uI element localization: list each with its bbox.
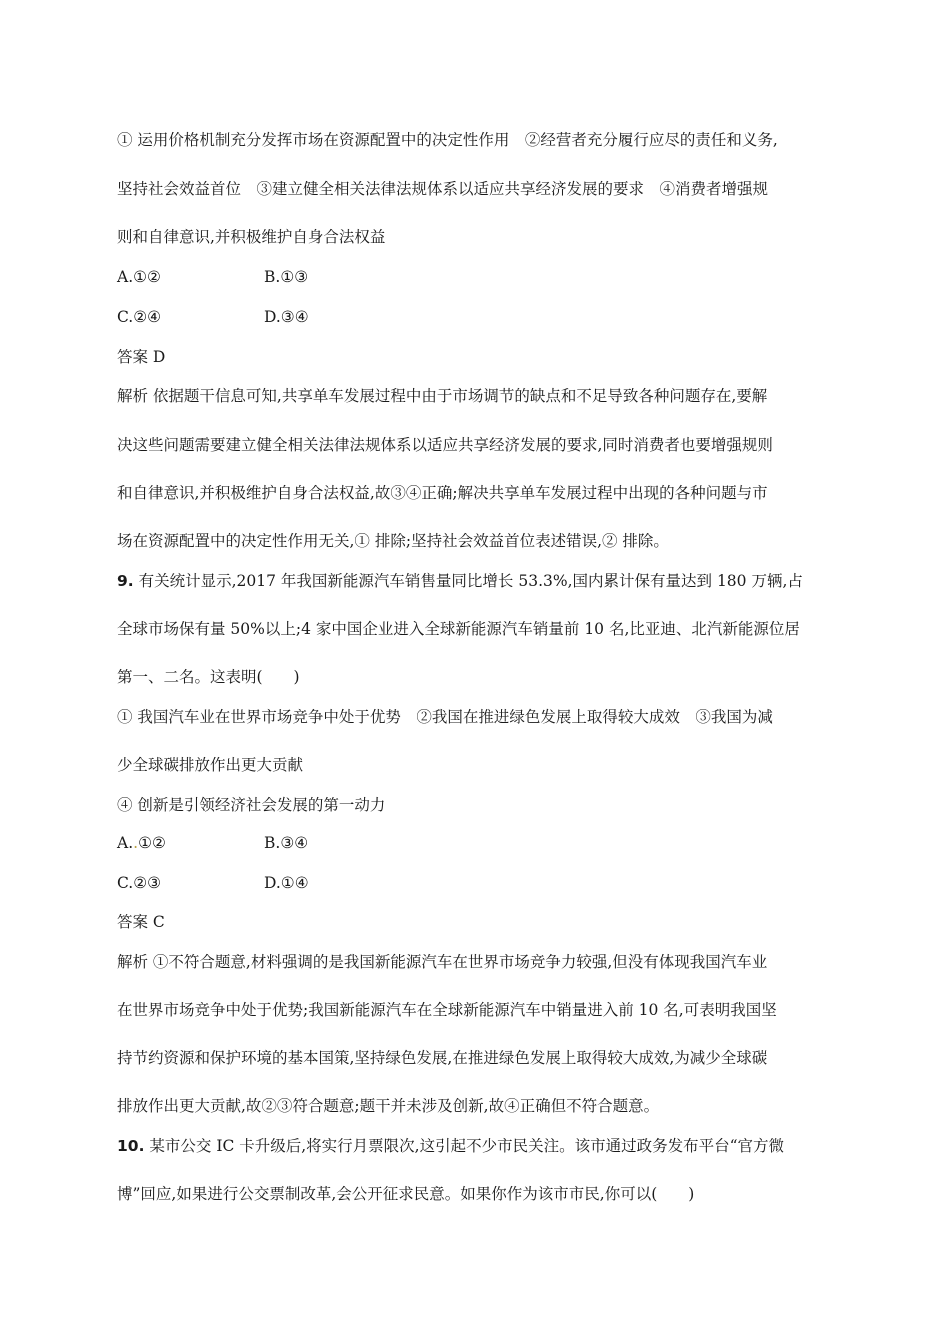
q9-option-c: C.②③ (117, 874, 162, 892)
q8-option-d: D.③④ (264, 308, 309, 326)
q9-choice-line-2: 少全球碳排放作出更大贡献 (117, 756, 304, 774)
q10-stem-line-2: 博”回应,如果进行公交票制改革,会公开征求民意。如果你作为该市市民,你可以( ) (117, 1185, 695, 1203)
q9-stem-line-2: 全球市场保有量 50%以上;4 家中国企业进入全球新能源汽车销量前 10 名,比亚迪、北汽新能源位居 (117, 620, 800, 638)
q8-analysis-line-4: 场在资源配置中的决定性作用无关,① 排除;坚持社会效益首位表述错误,② 排除。 (117, 532, 669, 550)
q9-analysis-line-1: 解析 ①不符合题意,材料强调的是我国新能源汽车在世界市场竞争力较强,但没有体现我国汽车业 (117, 953, 768, 971)
q8-option-a: A.①② (117, 268, 161, 286)
q8-choice-line-3: 则和自律意识,并积极维护自身合法权益 (117, 228, 386, 246)
q9-stem-line-1 (117, 570, 842, 592)
q10-stem-line-1 (117, 1135, 842, 1157)
q8-choice-line-2: 坚持社会效益首位 ③建立健全相关法律法规体系以适应共享经济发展的要求 ④消费者增强规 (117, 180, 769, 198)
q9-option-d: D.①④ (264, 874, 309, 892)
q8-option-c: C.②④ (117, 308, 162, 326)
q9-option-a-text: ①② (138, 834, 166, 852)
q8-analysis-line-3: 和自律意识,并积极维护自身合法权益,故③④正确;解决共享单车发展过程中出现的各种问题与市 (117, 484, 768, 502)
q9-analysis-line-3: 持节约资源和保护环境的基本国策,坚持绿色发展,在推进绿色发展上取得较大成效,为减少全球碳 (117, 1049, 768, 1067)
q9-answer: 答案 C (117, 913, 165, 931)
q9-number: 9. (117, 572, 134, 590)
q8-option-b: B.①③ (264, 268, 309, 286)
q9-option-a-mark: . (133, 834, 139, 852)
q9-choice-line-3: ④ 创新是引领经济社会发展的第一动力 (117, 796, 386, 814)
q9-option-b: B.③④ (264, 834, 309, 852)
q9-analysis-line-2: 在世界市场竞争中处于优势;我国新能源汽车在全球新能源汽车中销量进入前 10 名,可表明我国坚 (117, 1001, 777, 1019)
q10-number: 10. (117, 1137, 145, 1155)
q9-stem-line-3: 第一、二名。这表明( ) (117, 668, 300, 686)
q9-option-a-prefix: A. (117, 834, 134, 852)
q8-choice-line-1: ① 运用价格机制充分发挥市场在资源配置中的决定性作用 ②经营者充分履行应尽的责任和义务, (117, 131, 778, 149)
q10-stem-text: 某市公交 IC 卡升级后,将实行月票限次,这引起不少市民关注。该市通过政务发布平台“官方微 (144, 1137, 785, 1155)
q8-analysis-line-1: 解析 依据题干信息可知,共享单车发展过程中由于市场调节的缺点和不足导致各种问题存在,要解 (117, 387, 768, 405)
q8-answer: 答案 D (117, 348, 166, 366)
q8-analysis-line-2: 决这些问题需要建立健全相关法律法规体系以适应共享经济发展的要求,同时消费者也要增强规则 (117, 436, 773, 454)
q9-analysis-line-4: 排放作出更大贡献,故②③符合题意;题干并未涉及创新,故④正确但不符合题意。 (117, 1097, 660, 1115)
q9-choice-line-1: ① 我国汽车业在世界市场竞争中处于优势 ②我国在推进绿色发展上取得较大成效 ③我国为减 (117, 708, 773, 726)
q9-option-a (117, 832, 166, 854)
q9-stem-text: 有关统计显示,2017 年我国新能源汽车销售量同比增长 53.3%,国内累计保有量达到 180 万辆,占 (133, 572, 803, 590)
